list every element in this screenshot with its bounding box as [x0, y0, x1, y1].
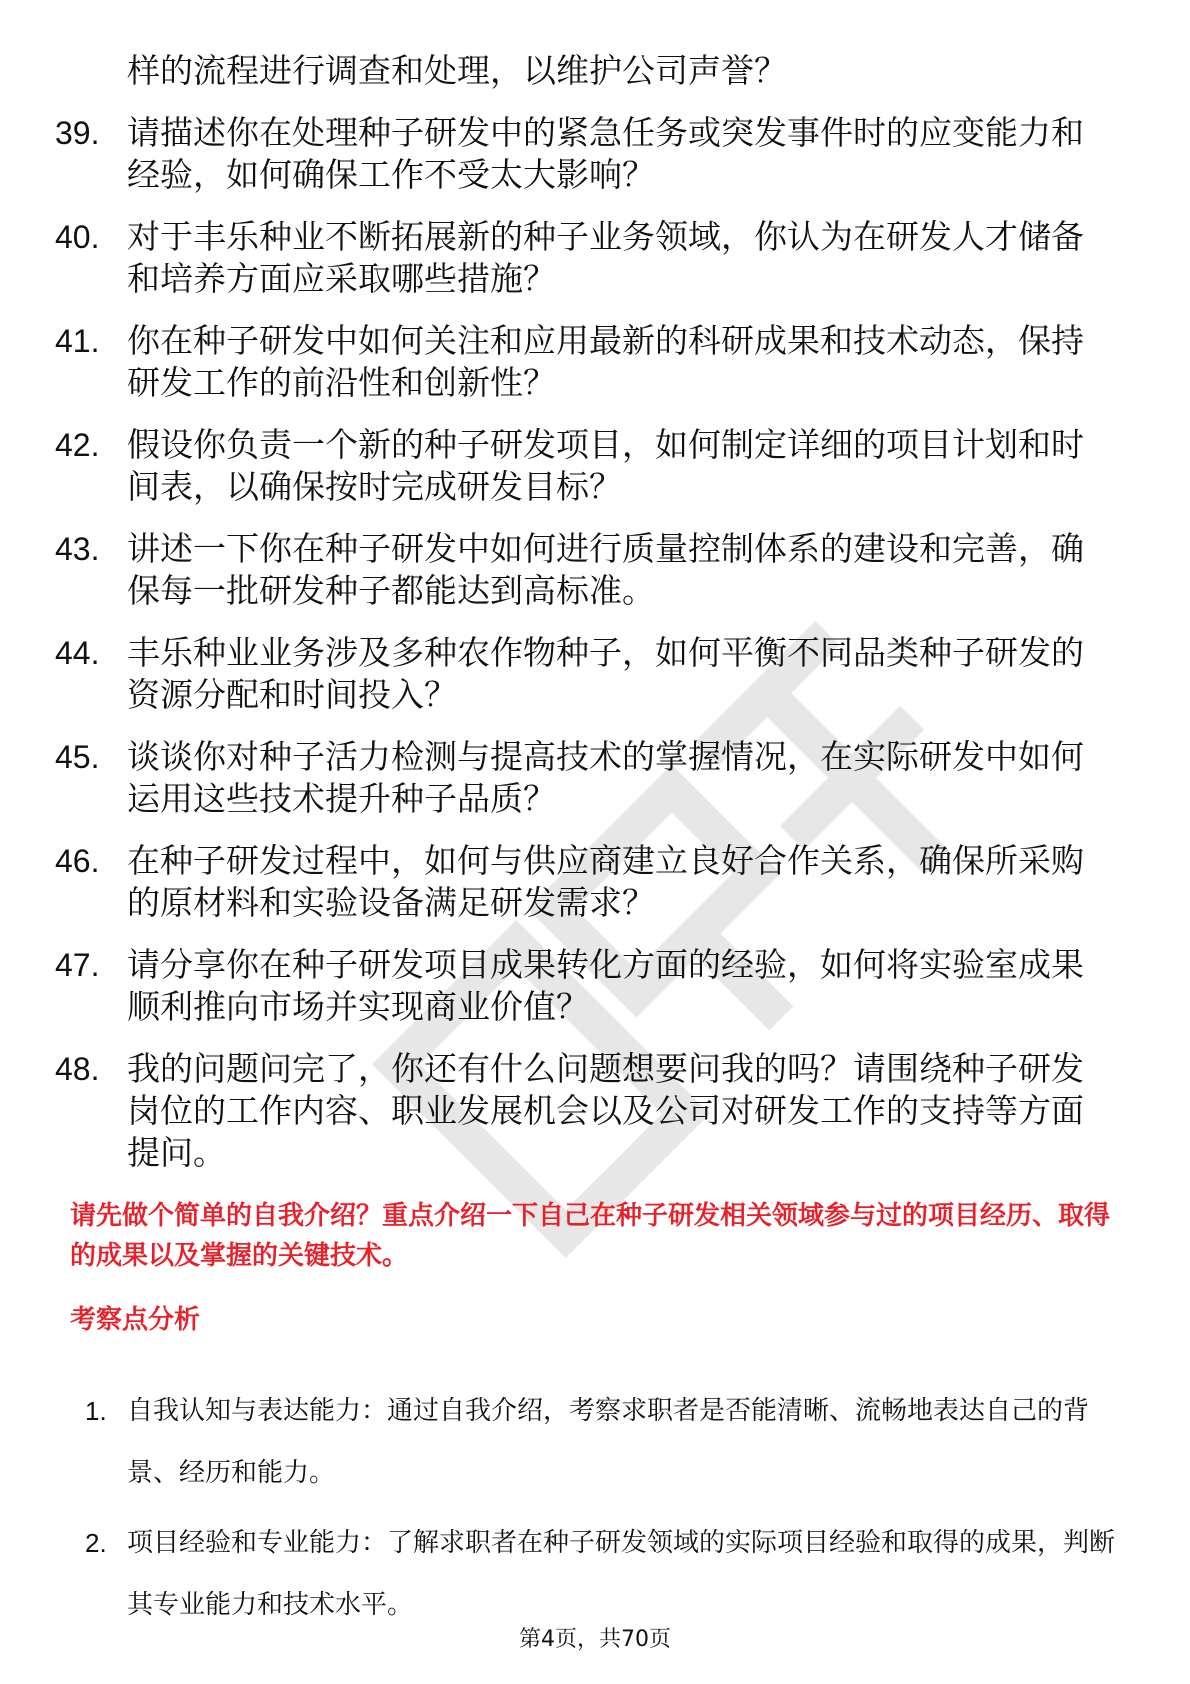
list-item [55, 320, 1115, 404]
question-text: 请分享你在种子研发项目成果转化方面的经验，如何将实验室成果顺利推向市场并实现商业价值？ [127, 945, 1084, 1026]
list-item [55, 424, 1115, 508]
analysis-heading: 考察点分析 [70, 1305, 201, 1335]
list-item [55, 736, 1115, 820]
question-number: 41. [55, 323, 100, 359]
list-item [85, 1512, 1125, 1636]
list-item [55, 216, 1115, 300]
question-text: 在种子研发过程中，如何与供应商建立良好合作关系，确保所采购的原材料和实验设备满足研发需求？ [127, 841, 1084, 922]
question-text: 丰乐种业业务涉及多种农作物种子，如何平衡不同品类种子研发的资源分配和时间投入？ [127, 633, 1084, 714]
question-list [55, 50, 1115, 1194]
list-item [55, 50, 1115, 92]
question-text: 样的流程进行调查和处理，以维护公司声誉？ [127, 51, 787, 90]
highlight-question: 请先做个简单的自我介绍？重点介绍一下自己在种子研发相关领域参与过的项目经历、取得的成果以及掌握的关键技术。 [70, 1201, 1111, 1271]
question-text: 我的问题问完了，你还有什么问题想要问我的吗？请围绕种子研发岗位的工作内容、职业发展机会以及公司对研发工作的支持等方面提问。 [127, 1049, 1084, 1172]
question-number: 46. [55, 843, 100, 879]
question-number: 40. [55, 219, 100, 255]
list-item [55, 1048, 1115, 1174]
question-number: 47. [55, 947, 100, 983]
page-footer: 第4页，共70页 [519, 1627, 671, 1652]
question-text: 讲述一下你在种子研发中如何进行质量控制体系的建设和完善，确保每一批研发种子都能达到高标准。 [127, 529, 1084, 610]
question-text: 请描述你在处理种子研发中的紧急任务或突发事件时的应变能力和经验，如何确保工作不受太大影响？ [127, 113, 1084, 194]
analysis-text: 自我认知与表达能力：通过自我介绍，考察求职者是否能清晰、流畅地表达自己的背景、经历和能力。 [127, 1396, 1090, 1488]
list-item [55, 528, 1115, 612]
question-number: 42. [55, 427, 100, 463]
list-item [55, 840, 1115, 924]
question-number: 48. [55, 1051, 100, 1087]
question-text: 谈谈你对种子活力检测与提高技术的掌握情况，在实际研发中如何运用这些技术提升种子品质？ [127, 737, 1084, 818]
question-number: 45. [55, 739, 100, 775]
list-item [55, 944, 1115, 1028]
list-item [85, 1380, 1125, 1504]
question-text: 对于丰乐种业不断拓展新的种子业务领域，你认为在研发人才储备和培养方面应采取哪些措施？ [127, 217, 1084, 298]
analysis-list [85, 1380, 1125, 1644]
list-item [55, 112, 1115, 196]
question-number: 39. [55, 115, 100, 151]
question-text: 假设你负责一个新的种子研发项目，如何制定详细的项目计划和时间表，以确保按时完成研发目标？ [127, 425, 1084, 506]
question-number: 44. [55, 635, 100, 671]
list-item [55, 632, 1115, 716]
question-number: 43. [55, 531, 100, 567]
question-text: 你在种子研发中如何关注和应用最新的科研成果和技术动态，保持研发工作的前沿性和创新性？ [127, 321, 1084, 402]
analysis-number: 1. [85, 1396, 107, 1426]
analysis-number: 2. [85, 1528, 107, 1558]
analysis-text: 项目经验和专业能力：了解求职者在种子研发领域的实际项目经验和取得的成果，判断其专业能力和技术水平。 [127, 1528, 1116, 1620]
